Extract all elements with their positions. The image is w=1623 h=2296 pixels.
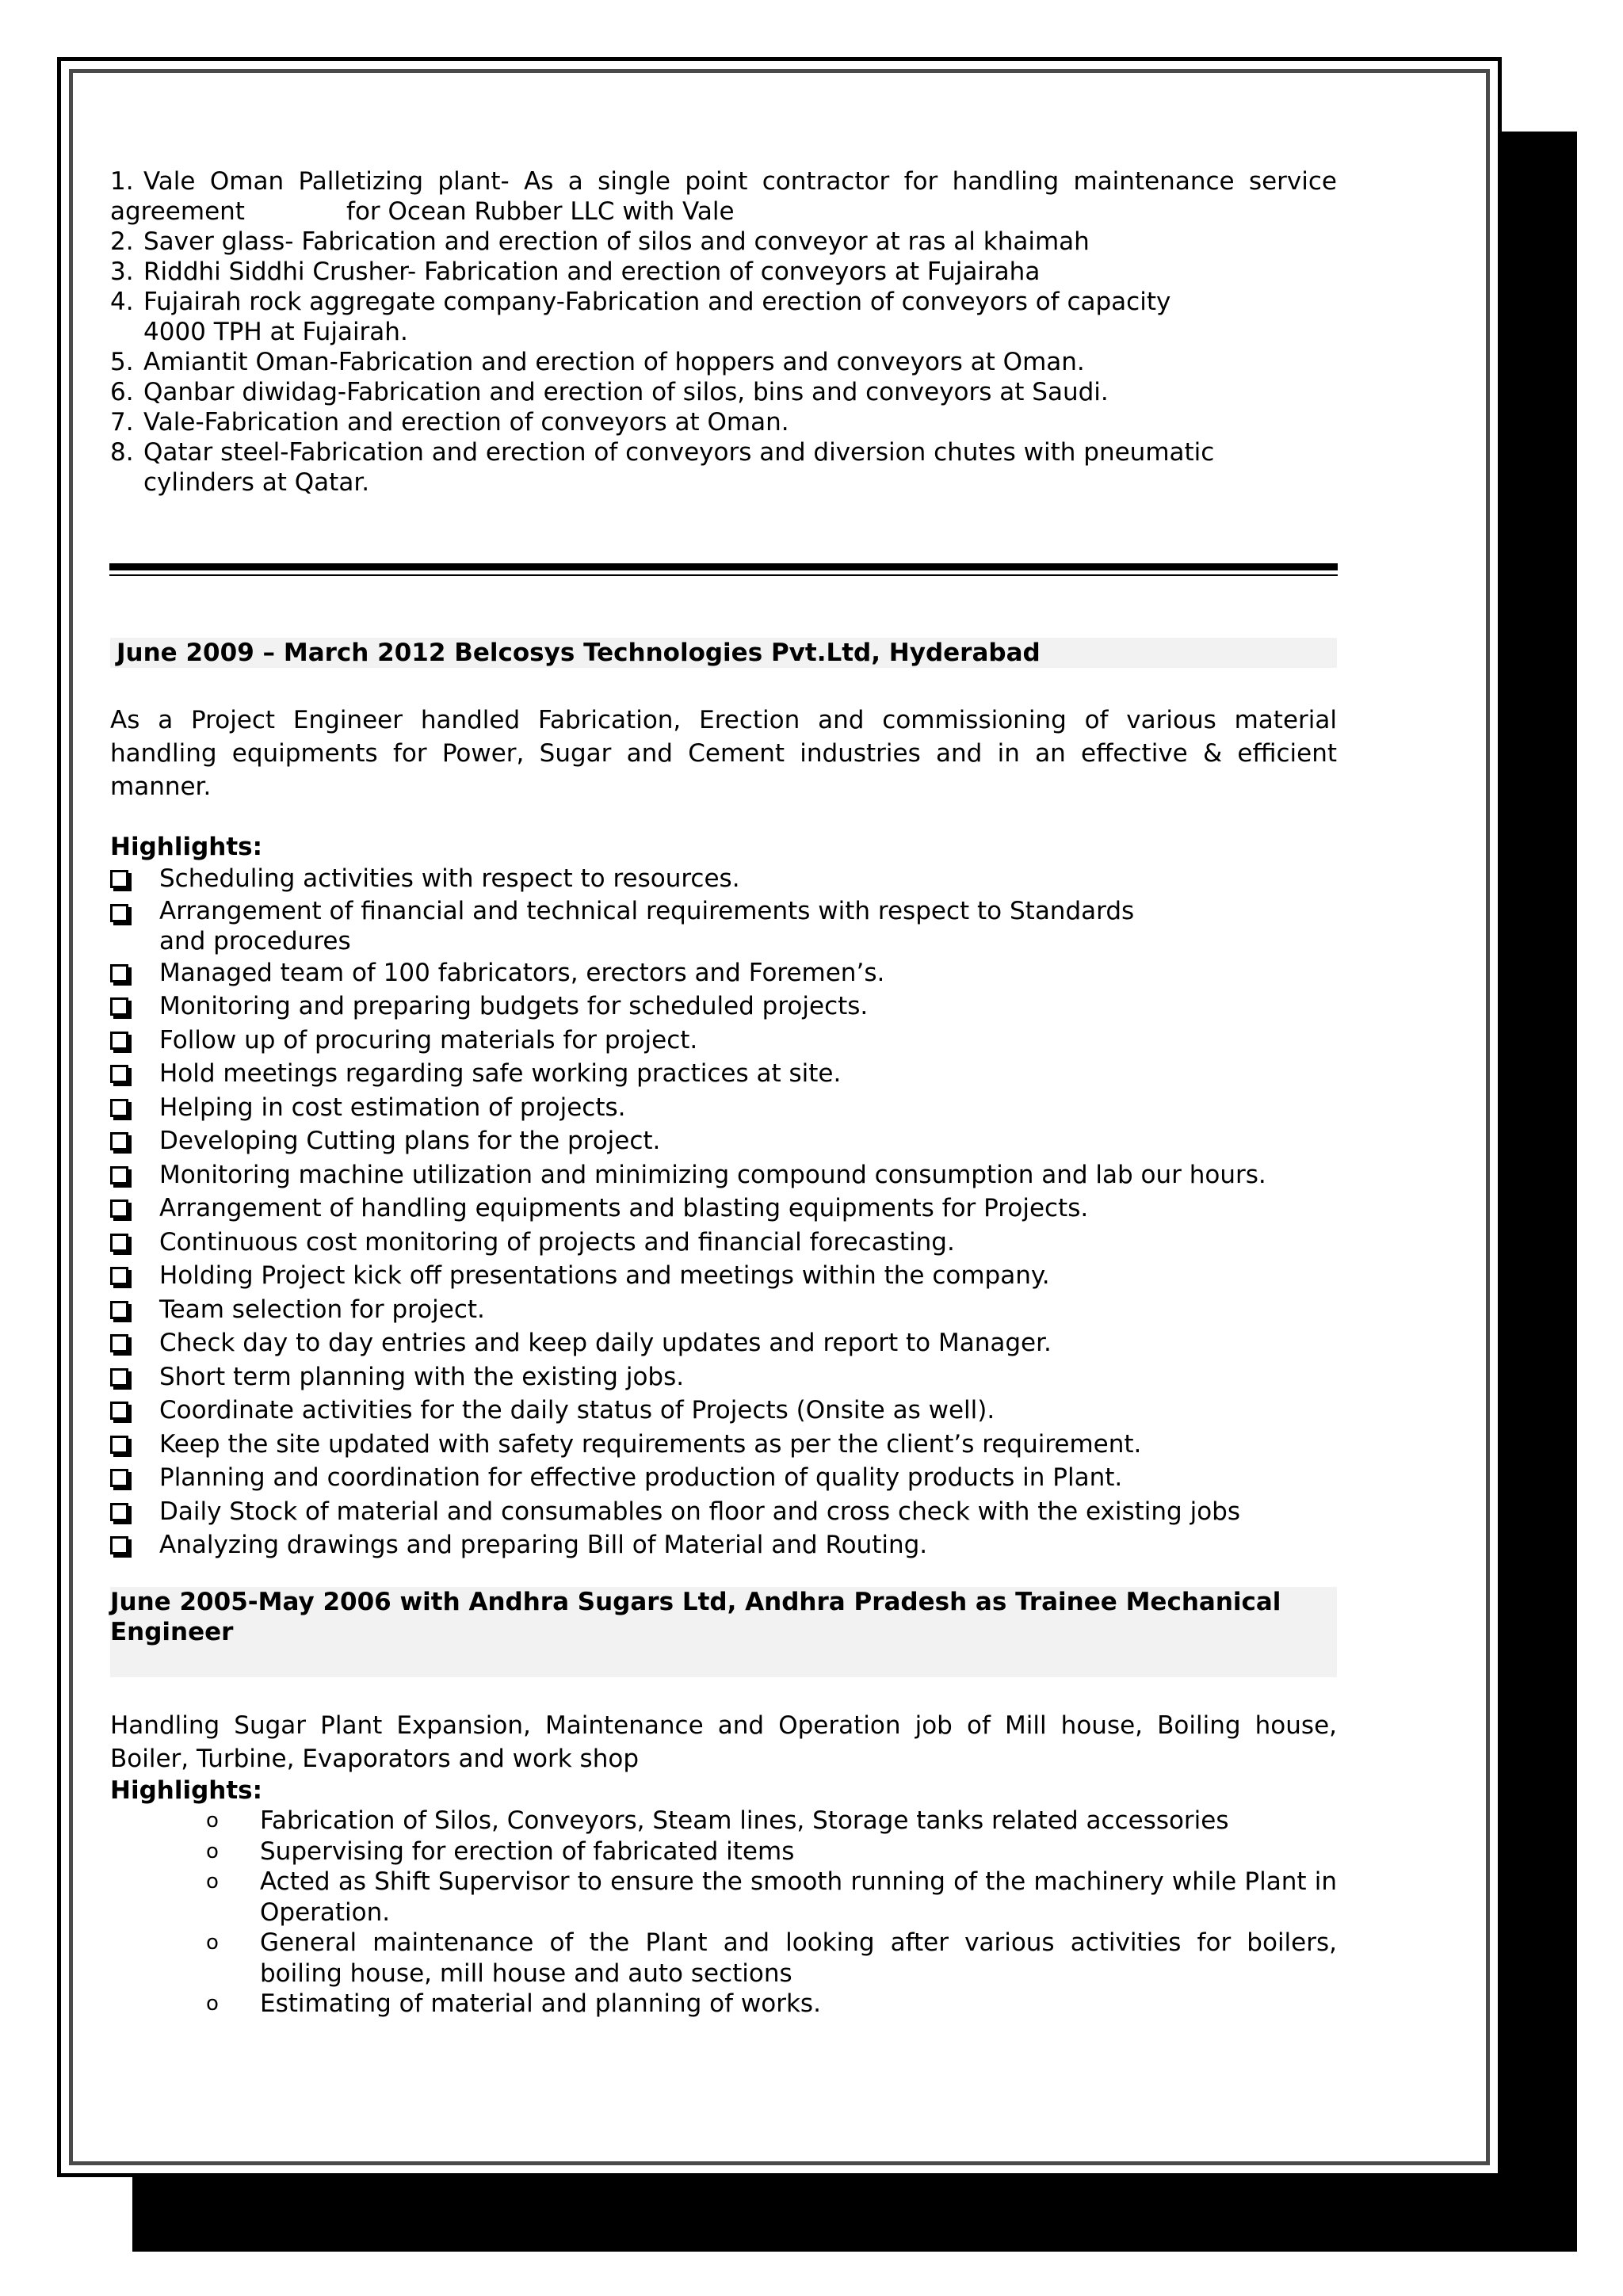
checkbox-bullet-icon (110, 1259, 159, 1293)
checkbox-bullet-icon (110, 990, 159, 1024)
highlight-item (110, 896, 1337, 956)
circle-bullet-icon: o (206, 1992, 219, 2016)
highlight-text: Hold meetings regarding safe working practices at site. (159, 1059, 842, 1088)
project-text: Qatar steel-Fabrication and erection of conveyors and diversion chutes with pneumatic (143, 438, 1215, 467)
checkbox-bullet-icon (110, 896, 159, 956)
highlight-item (110, 1428, 1337, 1462)
highlight-item (110, 1495, 1337, 1529)
highlight-item (206, 1806, 1337, 1836)
section-divider (109, 563, 1338, 576)
checkbox-bullet-icon (110, 1192, 159, 1226)
project-item (110, 257, 1337, 287)
checkbox-bullet-icon (110, 862, 159, 896)
highlight-text: Monitoring machine utilization and minimizing compound consumption and lab our hours. (159, 1160, 1266, 1189)
projects-list (110, 166, 1337, 498)
highlight-text: Monitoring and preparing budgets for scheduled projects. (159, 992, 869, 1020)
highlight-text: Daily Stock of material and consumables on floor and cross check with the existing jobs (159, 1497, 1240, 1526)
job-heading: June 2005-May 2006 with Andhra Sugars Ltd, Andhra Pradesh as Trainee Mechanical Engineer (110, 1587, 1337, 1677)
project-item (110, 437, 1337, 467)
highlight-text: Acted as Shift Supervisor to ensure the smooth running of the machinery while Plant in Operation. (260, 1867, 1337, 1927)
highlight-text: Planning and coordination for effective production of quality products in Plant. (159, 1463, 1123, 1492)
circle-bullet-icon: o (206, 1931, 219, 1955)
highlight-item (206, 1989, 1337, 2019)
highlight-text: Arrangement of handling equipments and blasting equipments for Projects. (159, 1194, 1089, 1222)
highlight-item (110, 1192, 1337, 1226)
highlight-text: Arrangement of financial and technical requirements with respect to Standards and procedures (159, 896, 1135, 955)
highlight-text: Helping in cost estimation of projects. (159, 1093, 626, 1122)
highlight-item (110, 1259, 1337, 1293)
highlight-item (206, 1867, 1337, 1928)
highlight-item (110, 1057, 1337, 1091)
highlights-list (110, 1806, 1337, 2019)
project-number: 2. (110, 227, 134, 256)
checkbox-bullet-icon (110, 1091, 159, 1125)
checkbox-bullet-icon (110, 1124, 159, 1158)
highlights-title: Highlights: (110, 1776, 263, 1805)
highlight-item (110, 1091, 1337, 1125)
highlight-text: Keep the site updated with safety requirements as per the client’s requirement. (159, 1429, 1142, 1459)
project-text: Vale-Fabrication and erection of conveyors at Oman. (143, 408, 789, 437)
highlight-text: Analyzing drawings and preparing Bill of Material and Routing. (159, 1531, 928, 1559)
highlight-item (206, 1928, 1337, 1989)
project-number: 4. (110, 288, 134, 316)
project-number: 5. (110, 348, 134, 376)
project-number: 6. (110, 378, 134, 406)
checkbox-bullet-icon (110, 1528, 159, 1562)
highlight-text: Developing Cutting plans for the project. (159, 1127, 661, 1155)
project-text-continued: cylinders at Qatar. (143, 468, 370, 497)
highlight-item (110, 1326, 1337, 1360)
highlight-text: Fabrication of Silos, Conveyors, Steam lines, Storage tanks related accessories (260, 1806, 1229, 1835)
checkbox-bullet-icon (110, 1293, 159, 1327)
highlight-item (110, 956, 1337, 990)
project-number: 3. (110, 257, 134, 286)
project-text: Vale Oman Palletizing plant- As a single point contractor for handling maintenance service (143, 167, 1337, 196)
checkbox-bullet-icon (110, 1158, 159, 1192)
highlights-list (110, 862, 1337, 1562)
highlight-text: Holding Project kick off presentations and meetings within the company. (159, 1261, 1050, 1290)
project-item (110, 347, 1337, 377)
project-number: 8. (110, 438, 134, 467)
checkbox-bullet-icon (110, 1461, 159, 1495)
highlight-text: Coordinate activities for the daily status of Projects (Onsite as well). (159, 1396, 995, 1425)
projects-section (110, 166, 1337, 498)
highlight-item (110, 862, 1337, 896)
highlight-item (206, 1836, 1337, 1867)
highlight-text: Estimating of material and planning of works. (260, 1989, 821, 2018)
project-text: Saver glass- Fabrication and erection of silos and conveyor at ras al khaimah (143, 227, 1090, 256)
project-item (110, 407, 1337, 437)
highlights-title: Highlights: (110, 833, 263, 861)
project-text-continued: 4000 TPH at Fujairah. (143, 318, 408, 346)
highlight-item (110, 1226, 1337, 1260)
highlight-text: Follow up of procuring materials for project. (159, 1025, 698, 1055)
highlight-item (110, 1293, 1337, 1327)
project-item (110, 227, 1337, 257)
highlight-item (110, 1394, 1337, 1428)
job-andhra-sugars (110, 1587, 1337, 2019)
highlight-item (110, 1024, 1337, 1058)
checkbox-bullet-icon (110, 1057, 159, 1091)
highlight-text: Continuous cost monitoring of projects and financial forecasting. (159, 1227, 955, 1257)
job-belcosys (110, 638, 1337, 1562)
project-text: Fujairah rock aggregate company-Fabrication and erection of conveyors of capacity (143, 288, 1171, 316)
job-heading: June 2009 – March 2012 Belcosys Technologies Pvt.Ltd, Hyderabad (110, 638, 1337, 668)
highlight-item (110, 1360, 1337, 1394)
project-text: Amiantit Oman-Fabrication and erection of hoppers and conveyors at Oman. (143, 348, 1085, 376)
checkbox-bullet-icon (110, 1428, 159, 1462)
highlight-text: General maintenance of the Plant and looking after various activities for boilers, boiling house, mill house and auto sections (260, 1928, 1337, 1988)
project-item (110, 287, 1337, 317)
highlight-text: Scheduling activities with respect to resources. (159, 864, 740, 893)
highlight-text: Managed team of 100 fabricators, erectors and Foremen’s. (159, 958, 885, 987)
project-item (110, 377, 1337, 407)
job-summary: Handling Sugar Plant Expansion, Maintenance and Operation job of Mill house, Boiling house, Boiler, Turbine, Evaporators and work shop (110, 1711, 1337, 1773)
checkbox-bullet-icon (110, 1226, 159, 1260)
highlight-item (110, 990, 1337, 1024)
highlight-item (110, 1158, 1337, 1192)
project-item (110, 166, 1337, 196)
highlight-item (110, 1528, 1337, 1562)
project-text: Riddhi Siddhi Crusher- Fabrication and erection of conveyors at Fujairaha (143, 257, 1041, 286)
checkbox-bullet-icon (110, 1360, 159, 1394)
checkbox-bullet-icon (110, 956, 159, 990)
project-number: 1. (110, 167, 134, 196)
highlight-text: Short term planning with the existing jobs. (159, 1362, 685, 1391)
project-number: 7. (110, 408, 134, 437)
checkbox-bullet-icon (110, 1326, 159, 1360)
highlight-text: Team selection for project. (159, 1295, 485, 1324)
checkbox-bullet-icon (110, 1024, 159, 1058)
highlight-text: Supervising for erection of fabricated items (260, 1836, 795, 1866)
project-text: Qanbar diwidag-Fabrication and erection of silos, bins and conveyors at Saudi. (143, 378, 1109, 406)
circle-bullet-icon: o (206, 1870, 219, 1894)
checkbox-bullet-icon (110, 1394, 159, 1428)
checkbox-bullet-icon (110, 1495, 159, 1529)
circle-bullet-icon: o (206, 1839, 219, 1863)
project-text-continued: agreement for Ocean Rubber LLC with Vale (110, 197, 735, 226)
highlight-item (110, 1461, 1337, 1495)
highlight-item (110, 1124, 1337, 1158)
highlight-text: Check day to day entries and keep daily updates and report to Manager. (159, 1329, 1052, 1357)
circle-bullet-icon: o (206, 1809, 219, 1833)
job-summary: As a Project Engineer handled Fabrication, Erection and commissioning of various material handling equipments for Power, Sugar and Cement industries and in an effective & efficient manner. (110, 706, 1337, 801)
